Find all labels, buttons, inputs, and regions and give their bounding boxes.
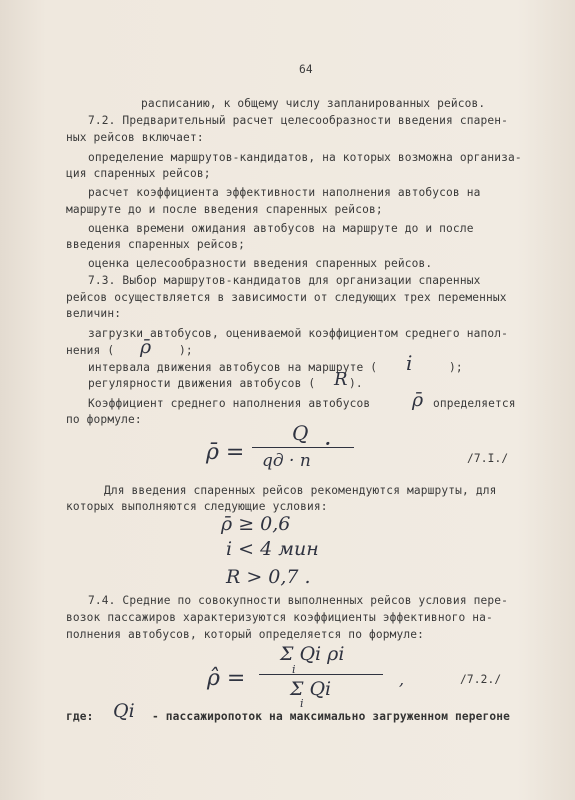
text-line: рейсов осуществляется в зависимости от следующих трех переменных: [66, 291, 507, 304]
text-line: регулярности движения автобусов (: [88, 377, 316, 390]
text-line: где:: [66, 710, 94, 723]
text-line: ).: [349, 377, 363, 390]
formula-7-2-denominator: Σ Qi: [290, 678, 332, 700]
text-line: определяется: [433, 397, 516, 410]
text-line: );: [449, 361, 463, 374]
condition-regularity: R > 0,7 .: [226, 566, 311, 588]
text-line: полнения автобусов, который определяется по формуле:: [66, 628, 425, 641]
handwritten-rho-bar: ρ̄: [412, 389, 424, 411]
formula-7-1-fraction-bar: [252, 447, 354, 448]
text-line: Коэффициент среднего наполнения автобусов: [88, 397, 371, 410]
text-line: возок пассажиров характеризуются коэффициенты эффективного на-: [66, 611, 493, 624]
text-line: );: [179, 344, 193, 357]
text-line: величин:: [66, 307, 122, 320]
formula-7-2-sum-index: i: [292, 663, 296, 676]
formula-7-1-denominator: qд · n: [262, 451, 311, 471]
formula-7-2-comma: ,: [399, 670, 405, 689]
formula-7-2-number: /7.2./: [460, 673, 502, 686]
page-number: 64: [299, 63, 313, 76]
text-line: Для введения спаренных рейсов рекомендуются маршруты, для: [104, 484, 497, 497]
text-line: оценка целесообразности введения спаренных рейсов.: [88, 257, 433, 270]
text-line: ция спаренных рейсов;: [66, 167, 211, 180]
text-line: маршруте до и после введения спаренных рейсов;: [66, 203, 383, 216]
handwritten-i: i: [406, 351, 413, 375]
formula-7-1-number: /7.I./: [467, 452, 509, 465]
text-line: - пассажиропоток на максимально загруженном перегоне: [152, 710, 511, 723]
text-line: нения (: [66, 344, 115, 357]
text-line: определение маршрутов-кандидатов, на которых возможна организа-: [88, 151, 522, 164]
handwritten-Qi: Qi: [113, 700, 135, 722]
handwritten-rho-bar: ρ̄: [140, 336, 152, 358]
text-line: расчет коэффициента эффективности наполнения автобусов на: [88, 186, 481, 199]
text-line: 7.2. Предварительный расчет целесообразности введения спарен-: [88, 114, 509, 127]
formula-7-1-numerator: Q: [292, 421, 309, 445]
text-line: по формуле:: [66, 413, 142, 426]
text-line: загрузки автобусов, оцениваемой коэффициентом среднего напол-: [88, 327, 509, 340]
formula-7-1-dot: ·: [324, 430, 332, 458]
handwritten-R: R: [334, 369, 348, 390]
formula-7-2-fraction-bar: [259, 674, 383, 675]
formula-7-2-lhs: ρ̂ =: [207, 666, 246, 691]
formula-7-2-sum-index: i: [300, 697, 304, 710]
condition-rho: ρ̄ ≥ 0,6: [221, 513, 291, 535]
text-line: введения спаренных рейсов;: [66, 238, 246, 251]
text-line: 7.4. Средние по совокупности выполненных рейсов условия пере-: [88, 594, 509, 607]
text-line: ных рейсов включает:: [66, 131, 204, 144]
condition-interval: i < 4 мин: [226, 538, 319, 560]
text-line: 7.3. Выбор маршрутов-кандидатов для организации спаренных: [88, 274, 481, 287]
text-line: которых выполняются следующие условия:: [66, 500, 328, 513]
text-line: оценка времени ожидания автобусов на маршруте до и после: [88, 222, 474, 235]
formula-7-2-numerator: Σ Qi ρi: [280, 643, 345, 665]
text-line: интервала движения автобусов на маршруте (: [88, 361, 378, 374]
text-line: расписанию, к общему числу запланированных рейсов.: [141, 97, 486, 110]
formula-7-1-lhs: ρ̄ =: [206, 440, 245, 465]
